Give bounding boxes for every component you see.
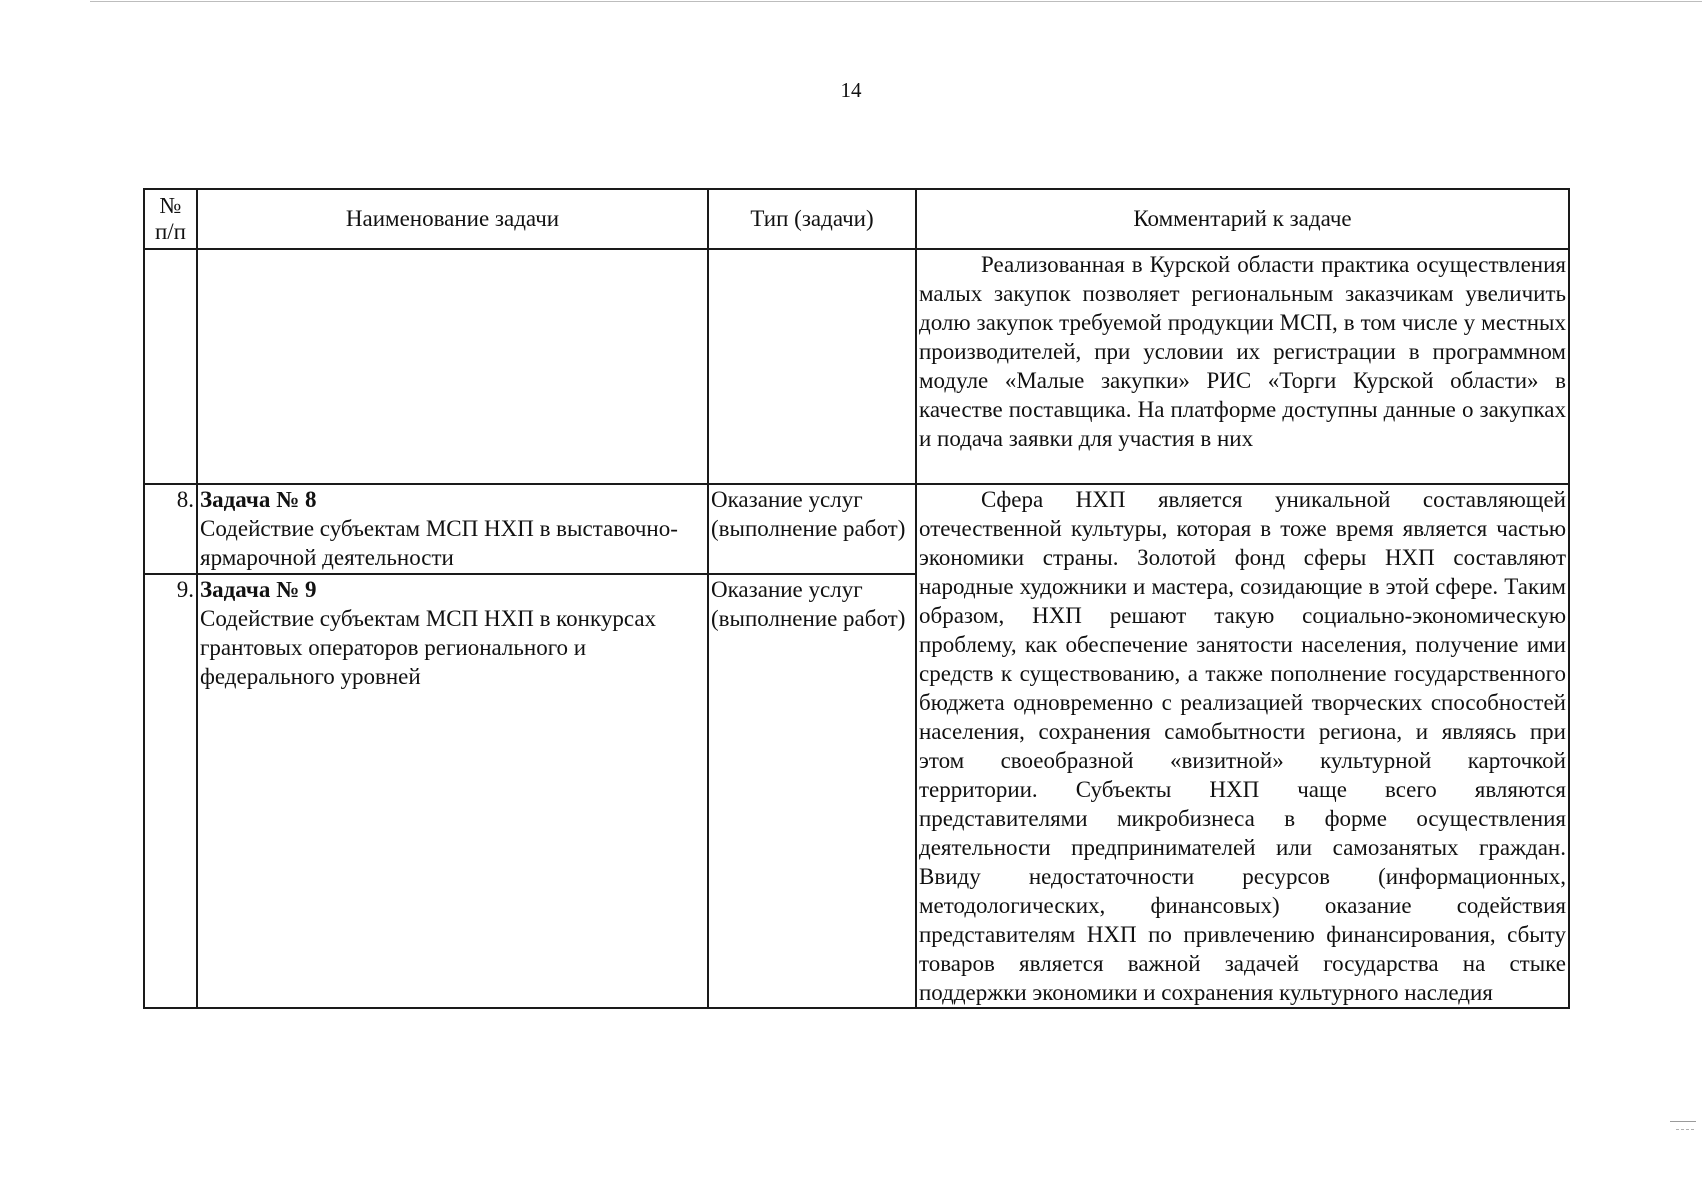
task-9-description: Содействие субъектам МСП НХП в конкурсах грантовых операторов регионального и федерального уровней bbox=[200, 606, 657, 689]
scan-top-edge-line bbox=[90, 1, 1702, 2]
cell-number-empty bbox=[144, 249, 197, 484]
task-8-description: Содействие субъектам МСП НХП в выставочно-ярмарочной деятельности bbox=[200, 516, 678, 570]
table-row-task-8 bbox=[144, 484, 1569, 574]
header-task-comment: Комментарий к задаче bbox=[916, 189, 1569, 249]
cell-name-empty bbox=[197, 249, 708, 484]
cell-type-8: Оказание услуг (выполнение работ) bbox=[708, 484, 916, 574]
cell-name-8 bbox=[197, 484, 708, 574]
task-8-title: Задача № 8 bbox=[200, 487, 317, 512]
cell-number-9: 9. bbox=[144, 574, 197, 1008]
page-number: 14 bbox=[840, 78, 862, 102]
table-header-row bbox=[144, 189, 1569, 249]
cell-type-9: Оказание услуг (выполнение работ) bbox=[708, 574, 916, 1008]
table-row-continuation bbox=[144, 249, 1569, 484]
comment-continuation-text: Реализованная в Курской области практика осуществления малых закупок позволяет региональным заказчикам увеличить долю закупок требуемой продукции МСП, в том числе у местных производителей, при условии их регистрации в программном модуле «Малые закупки» РИС «Торги Курской области» в качестве поставщика. На платформе доступны данные о закупках и подача заявки для участия в них bbox=[919, 252, 1566, 451]
header-number-symbol: № bbox=[159, 193, 182, 218]
cell-name-9 bbox=[197, 574, 708, 1008]
header-number-abbrev: п/п bbox=[154, 219, 186, 244]
header-number bbox=[144, 189, 197, 249]
tasks-table bbox=[143, 188, 1570, 1009]
cell-type-empty bbox=[708, 249, 916, 484]
header-task-type: Тип (задачи) bbox=[708, 189, 916, 249]
comment-shared-text: Сфера НХП является уникальной составляющей отечественной культуры, которая в тоже время является частью экономики страны. Золотой фонд сферы НХП составляют народные художники и мастера, созидающие в этой сфере. Таким образом, НХП решают такую социально-экономическую проблему, как обеспечение занятости населения, получение ими средств к существованию, а также пополнение государственного бюджета одновременно с реализацией творческих способностей населения, сохранения самобытности региона, и являясь при этом своеобразной «визитной» культурной карточкой территории. Субъекты НХП чаще всего являются представителями микробизнеса в форме осуществления деятельности предпринимателей или самозанятых граждан. Ввиду недостаточности ресурсов (информационных, методологических, финансовых) оказание содействия представителям НХП по привлечению финансирования, сбыту товаров является важной задачей государства на стыке поддержки экономики и сохранения культурного наследия bbox=[919, 487, 1566, 1005]
task-9-title: Задача № 9 bbox=[200, 577, 317, 602]
header-task-name: Наименование задачи bbox=[197, 189, 708, 249]
scan-edge-mark-dashed bbox=[1676, 1129, 1694, 1130]
cell-number-8: 8. bbox=[144, 484, 197, 574]
cell-comment-continuation bbox=[916, 249, 1569, 484]
scan-edge-mark bbox=[1670, 1121, 1696, 1122]
cell-comment-shared bbox=[916, 484, 1569, 1008]
